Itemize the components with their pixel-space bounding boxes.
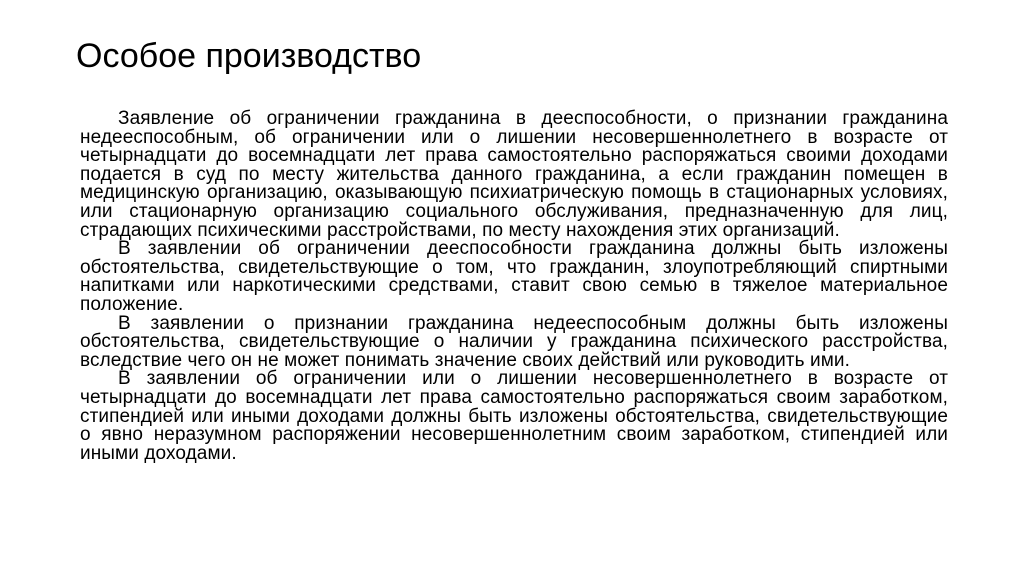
paragraph-minor-income: В заявлении об ограничении или о лишении несовершеннолетнего в возрасте от четырнадцати до восемнадцати лет права самостоятельно распоряжаться своим заработком, стипендией или иными доходами должны быть изложены обстоятельства, свидетельствующие о явно неразумном распоряжении несовершеннолетним своим заработком, стипендией или иными доходами. bbox=[80, 368, 948, 464]
paragraph-incapacity: В заявлении о признании гражданина недееспособным должны быть изложены обстоятельства, свидетельствующие о наличии у гражданина психического расстройства, вследствие чего он не может понимать значение своих действий или руководить ими. bbox=[80, 312, 948, 371]
paragraph-limited-capacity: В заявлении об ограничении дееспособности гражданина должны быть изложены обстоятельства, свидетельствующие о том, что гражданин, злоупотребляющий спиртными напитками или наркотическими средствами, ставит свою семью в тяжелое материальное положение. bbox=[80, 238, 948, 315]
slide-title: Особое производство bbox=[76, 37, 422, 75]
slide-body bbox=[80, 110, 948, 463]
paragraph-jurisdiction: Заявление об ограничении гражданина в дееспособности, о признании гражданина недееспособным, об ограничении или о лишении несовершеннолетнего в возрасте от четырнадцати до восемнадцати лет права самостоятельно распоряжаться своими доходами подается в суд по месту жительства данного гражданина, а если гражданин помещен в медицинскую организацию, оказывающую психиатрическую помощь в стационарных условиях, или стационарную организацию социального обслуживания, предназначенную для лиц, страдающих психическими расстройствами, по месту нахождения этих организаций. bbox=[80, 108, 948, 241]
